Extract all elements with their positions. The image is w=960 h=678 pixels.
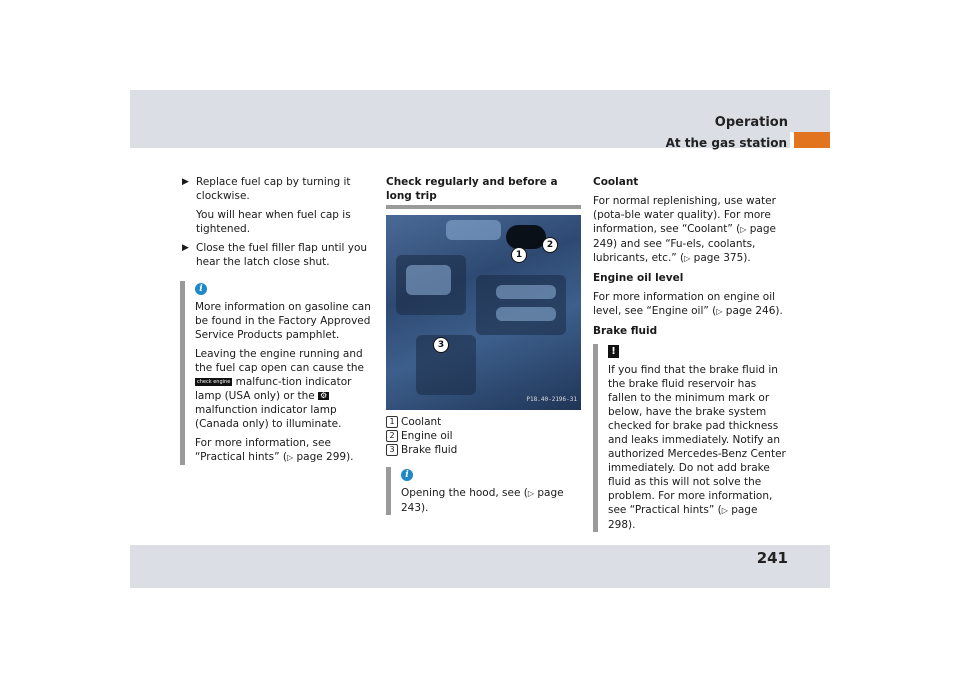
page-ref-arrow-icon: ▷ (527, 489, 535, 498)
legend-item: 2 Engine oil (386, 429, 581, 443)
column-middle (386, 175, 581, 520)
bullet-icon: ▶ (182, 177, 189, 187)
section-heading: Check regularly and before a long trip (386, 175, 581, 209)
info-box (180, 281, 375, 465)
page-ref-link[interactable]: page 299). (296, 451, 354, 463)
check-engine-icon: check engine (197, 379, 231, 385)
warning-text: If you find that the brake fluid in the brake fluid reservoir has fallen to the minimum mark or below, have the brake system checked for brake pad thickness and leaks immediately. Notify an authorized Mercedes-Benz Center immediately. Do not add brake fluid as this will not solve the problem. For more information, see “Practical hints” (▷ page 298). (608, 364, 786, 531)
page-title: Operation (714, 115, 788, 130)
photo-legend (386, 415, 581, 457)
info-text: Opening the hood, see (▷ page 243). (401, 487, 564, 514)
page-ref-link[interactable]: page 249) and see “Fu-els, coolants, lubricants, etc.” ( (593, 223, 776, 264)
coolant-heading: Coolant (593, 176, 639, 188)
info-text: Leaving the engine running and the fuel cap open can cause the check engine malfunc-tion indicator lamp (USA only) or the ⚙ malfunction indicator lamp (Canada only) to illuminate. (195, 348, 364, 430)
page-number: 241 (756, 549, 788, 567)
warning-icon: ! (608, 345, 619, 358)
engine-oil-heading: Engine oil level (593, 272, 684, 284)
section-tab-marker (794, 132, 830, 148)
info-box (386, 467, 581, 515)
page-ref-arrow-icon: ▷ (740, 225, 747, 234)
page-ref-arrow-icon: ▷ (684, 254, 691, 263)
section-subtitle: At the gas station (665, 136, 787, 150)
page-ref-link[interactable]: page 375). (693, 252, 751, 264)
legend-item: 3 Brake fluid (386, 443, 581, 457)
callout-3: 3 (433, 337, 449, 353)
header-band (130, 90, 830, 132)
page-ref-arrow-icon: ▷ (721, 506, 728, 515)
step-note: You will hear when fuel cap is tightened. (196, 209, 351, 235)
callout-2: 2 (542, 237, 558, 253)
callout-1: 1 (511, 247, 527, 263)
page-ref-arrow-icon: ▷ (716, 307, 723, 316)
page-ref-link[interactable]: page 243). (401, 487, 564, 514)
footer-band (130, 545, 830, 588)
engine-icon: ⚙ (320, 391, 328, 400)
bullet-icon: ▶ (182, 243, 189, 253)
instruction-step (180, 241, 375, 269)
info-icon: i (195, 283, 207, 295)
page-ref-link[interactable]: page 246). (725, 305, 783, 317)
instruction-step (180, 175, 375, 203)
warning-box (593, 344, 788, 532)
info-text: More information on gasoline can be found in the Factory Approved Service Products pamphlet. (195, 301, 371, 341)
info-text: For more information, see “Practical hints” (▷ page 299). (195, 437, 354, 463)
brake-fluid-heading: Brake fluid (593, 325, 658, 337)
column-left (180, 175, 375, 470)
engine-compartment-photo (386, 215, 581, 410)
page-ref-link[interactable]: page 298). (608, 504, 758, 531)
engine-oil-text: For more information on engine oil level, see “Engine oil” (▷ page 246). (593, 291, 783, 317)
step-text: Replace fuel cap by turning it clockwise. (196, 176, 351, 202)
legend-item: 1 Coolant (386, 415, 581, 429)
photo-code: P18.40-2196-31 (526, 396, 577, 403)
coolant-text: For normal replenishing, use water (pota-ble water quality). For more information, see “Coolant” (▷ page 249) and see “Fu-els, coolants, lubricants, etc.” (▷ page 375). (593, 195, 776, 264)
page-ref-arrow-icon: ▷ (286, 453, 294, 462)
info-icon: i (401, 469, 413, 481)
column-right (593, 175, 788, 537)
step-text: Close the fuel filler flap until you hear the latch close shut. (196, 242, 368, 268)
